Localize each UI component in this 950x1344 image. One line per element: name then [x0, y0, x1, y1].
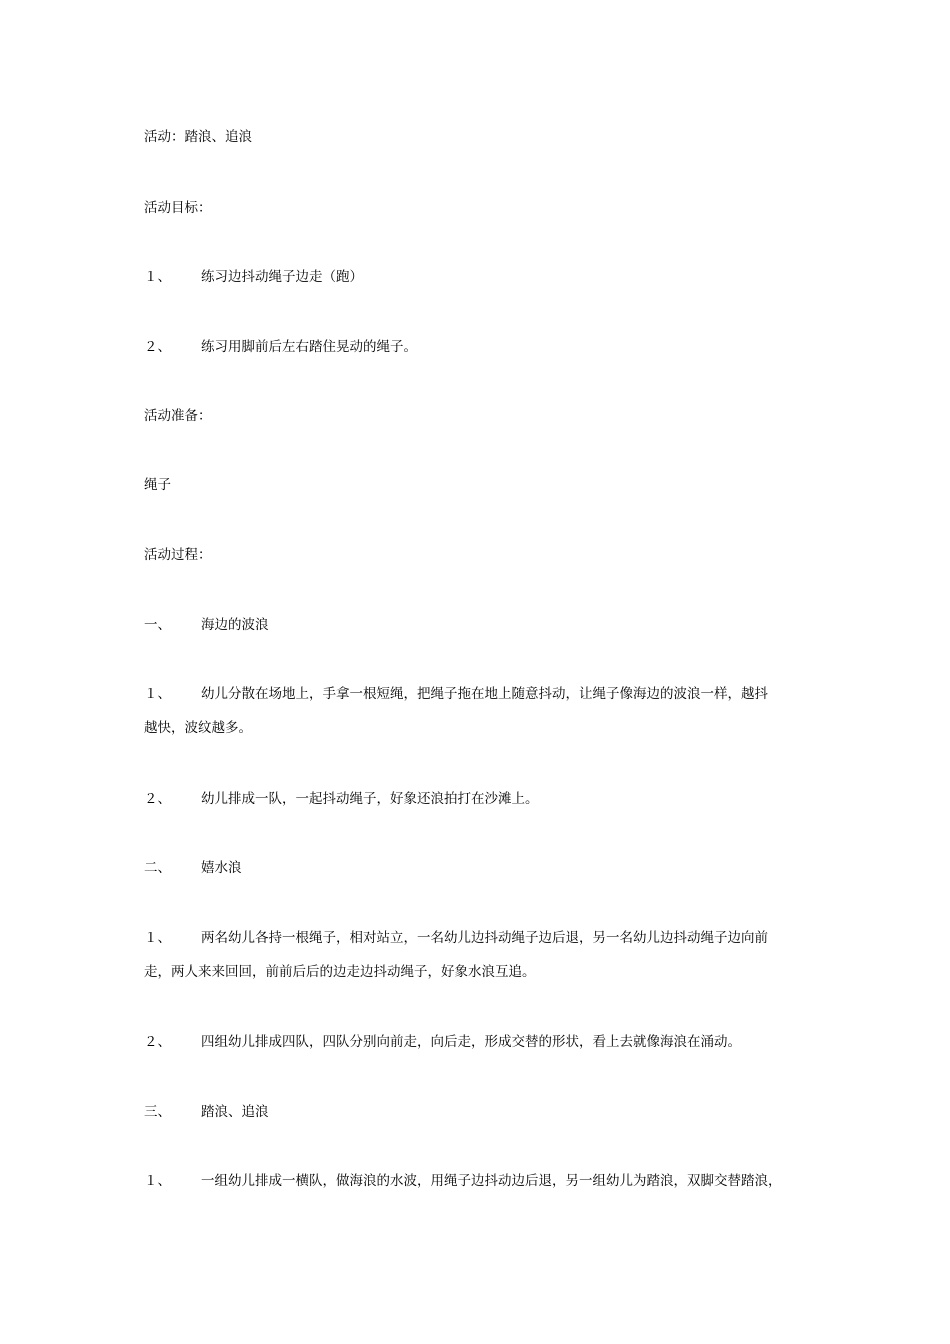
goal-item — [144, 267, 814, 287]
step-item — [144, 1171, 814, 1191]
step-continuation: 走，两人来来回回，前前后后的边走边抖动绳子，好象水浪互追。 — [144, 964, 536, 980]
step-number: ２、 — [144, 1034, 171, 1050]
goal-number: １、 — [144, 269, 171, 285]
goal-text: 练习用脚前后左右踏住晃动的绳子。 — [201, 339, 417, 355]
goal-item — [144, 337, 814, 357]
step-item — [144, 789, 814, 809]
section-title: 海边的波浪 — [201, 617, 269, 633]
section-title: 踏浪、追浪 — [201, 1104, 269, 1120]
goal-number: ２、 — [144, 339, 171, 355]
section-number: 一、 — [144, 617, 171, 633]
section-title: 嬉水浪 — [201, 860, 242, 876]
step-item — [144, 684, 814, 704]
section-heading — [144, 1102, 814, 1122]
activity-title: 活动：踏浪、追浪 — [144, 129, 252, 145]
section-heading — [144, 615, 814, 635]
section-number: 二、 — [144, 860, 171, 876]
step-continuation: 越快，波纹越多。 — [144, 720, 252, 736]
step-item — [144, 928, 814, 948]
step-text: 幼儿排成一队，一起抖动绳子，好象还浪拍打在沙滩上。 — [201, 791, 539, 807]
step-item — [144, 1032, 814, 1052]
section-number: 三、 — [144, 1104, 171, 1120]
prep-item: 绳子 — [144, 477, 171, 493]
goal-text: 练习边抖动绳子边走（跑） — [201, 269, 363, 285]
process-heading: 活动过程： — [144, 547, 212, 563]
step-text: 幼儿分散在场地上，手拿一根短绳，把绳子拖在地上随意抖动，让绳子像海边的波浪一样，越抖 — [201, 686, 768, 702]
step-number: １、 — [144, 1173, 171, 1189]
step-text: 两名幼儿各持一根绳子，相对站立，一名幼儿边抖动绳子边后退，另一名幼儿边抖动绳子边向前 — [201, 930, 768, 946]
step-text: 一组幼儿排成一横队，做海浪的水波，用绳子边抖动边后退，另一组幼儿为踏浪，双脚交替踏浪， — [201, 1173, 782, 1189]
step-number: ２、 — [144, 791, 171, 807]
section-heading — [144, 858, 814, 878]
goals-heading: 活动目标： — [144, 200, 212, 216]
step-number: １、 — [144, 930, 171, 946]
step-text: 四组幼儿排成四队，四队分别向前走，向后走，形成交替的形状，看上去就像海浪在涌动。 — [201, 1034, 741, 1050]
step-number: １、 — [144, 686, 171, 702]
prep-heading: 活动准备： — [144, 408, 212, 424]
